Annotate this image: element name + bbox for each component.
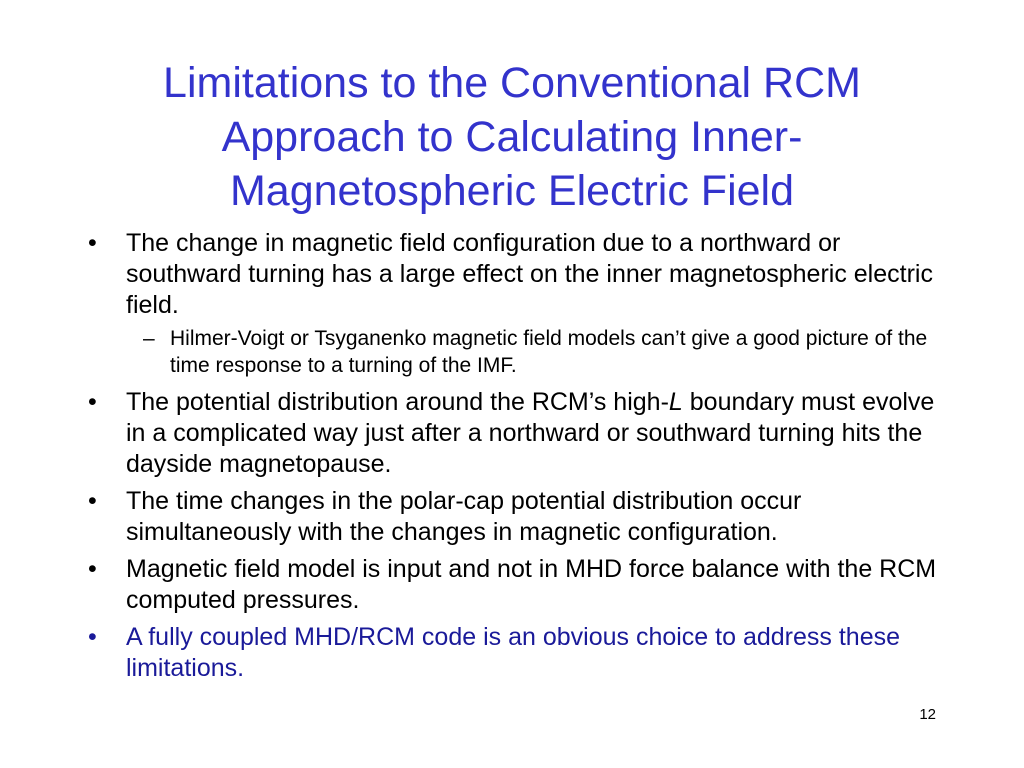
bullet-marker: • <box>88 487 97 515</box>
bullet-item-highlight <box>86 622 946 684</box>
bullet-text-italic: L <box>668 388 683 416</box>
bullet-text: Magnetic field model is input and not in MHD force balance with the RCM computed pressures. <box>126 555 937 614</box>
bullet-text: A fully coupled MHD/RCM code is an obvious choice to address these limitations. <box>126 623 900 682</box>
title-line: Magnetospheric Electric Field <box>229 167 795 215</box>
title-line: Approach to Calculating Inner- <box>221 113 803 161</box>
page-number: 12 <box>919 706 936 723</box>
bullet-item <box>86 387 946 480</box>
bullet-text: The change in magnetic field configuration due to a northward or southward turning has a large effect on the inner magnetospheric electric field. <box>126 229 933 319</box>
bullet-marker: • <box>88 388 97 416</box>
sub-bullet-text: Hilmer-Voigt or Tsyganenko magnetic field models can’t give a good picture of the time response to a turning of the IMF. <box>170 327 928 377</box>
bullet-marker: • <box>88 623 97 651</box>
sub-bullet-item <box>86 325 946 379</box>
slide-title <box>80 56 944 218</box>
bullet-item <box>86 554 946 616</box>
bullet-marker: • <box>88 229 97 257</box>
dash-marker: – <box>143 327 155 350</box>
title-line: Limitations to the Conventional RCM <box>163 59 861 107</box>
bullet-item <box>86 486 946 548</box>
bullet-list <box>86 228 946 690</box>
bullet-text-start: The potential distribution around the RCM’s high- <box>126 388 669 416</box>
bullet-marker: • <box>88 555 97 583</box>
bullet-text-end: boundary must evolve in a complicated way just after a northward or southward turning hits the dayside magnetopause. <box>126 388 935 478</box>
bullet-item <box>86 228 946 321</box>
bullet-text: The time changes in the polar-cap potential distribution occur simultaneously with the changes in magnetic configuration. <box>126 487 802 546</box>
